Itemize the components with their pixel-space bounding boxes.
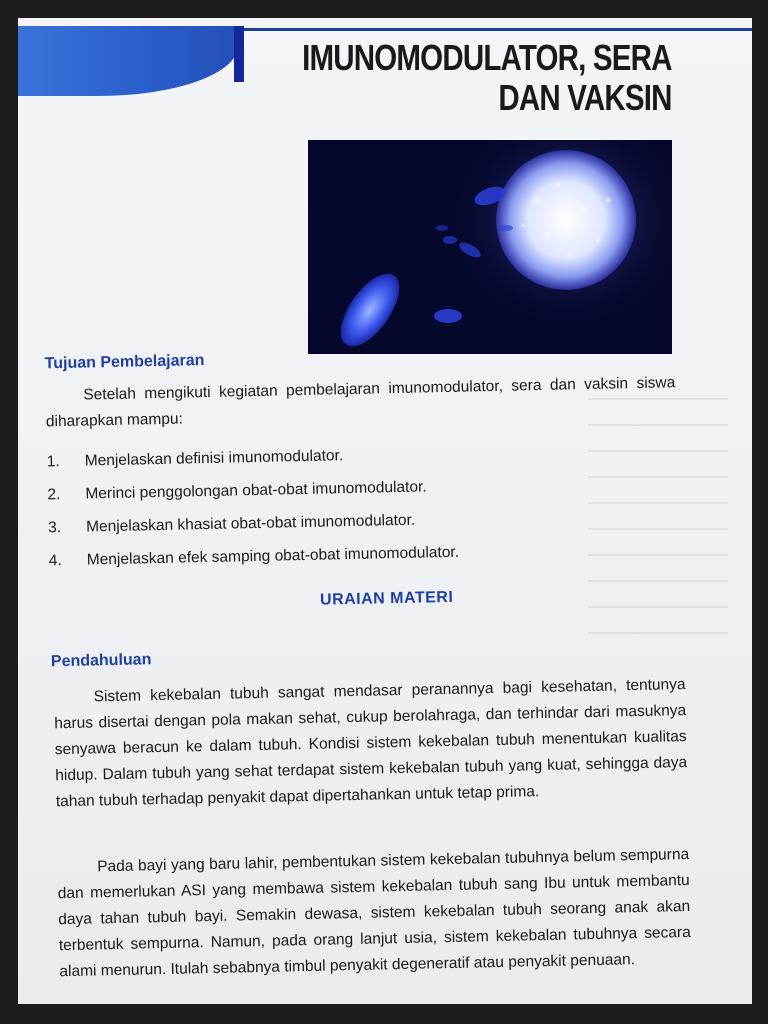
- chapter-title-line1: IMUNOMODULATOR, SERA: [302, 37, 672, 78]
- chapter-title-line2: DAN VAKSIN: [498, 77, 672, 118]
- section-heading: URAIAN MATERI: [319, 588, 454, 609]
- page-content: [18, 18, 752, 1004]
- objectives-list: [46, 434, 609, 578]
- list-item: 1. Menjelaskan definisi imunomodulator.: [46, 447, 344, 471]
- objectives-intro: Setelah mengikuti kegiatan pembelajaran imunomodulator, sera dan vaksin siswa diharapkan mampu:: [45, 374, 676, 431]
- list-item: 4. Menjelaskan efek samping obat-obat imunomodulator.: [48, 543, 460, 570]
- list-item: 2. Merinci penggolongan obat-obat imunomodulator.: [47, 478, 427, 504]
- objectives-heading: Tujuan Pembelajaran: [44, 352, 205, 373]
- paragraph-intro: Sistem kekebalan tubuh sangat mendasar peranannya bagi kesehatan, tentunya harus disertai dengan pola makan sehat, cukup berolahraga, dan terhindar dari masuknya senyawa beracun ke dalam tubuh. Kondisi sistem kekebalan tubuh menentukan kualitas hidup. Dalam tubuh yang sehat terdapat sistem kekebalan tubuh yang kuat, sehingga daya tahan tubuh terhadap penyakit dapat dipertahankan untuk tetap prima.: [54, 676, 688, 811]
- subsection-heading: Pendahuluan: [50, 651, 152, 671]
- document-page: [18, 18, 752, 1004]
- paragraph-infants: Pada bayi yang baru lahir, pembentukan sistem kekebalan tubuhnya belum sempurna dan memerlukan ASI yang membawa sistem kekebalan tubuh sang Ibu untuk membantu daya tahan tubuh bayi. Semakin dewasa, sistem kekebalan tubuh seorang anak akan terbentuk sempurna. Namun, pada orang lanjut usia, sistem kekebalan tubuhnya secara alami menurun. Itulah sebabnya timbul penyakit degeneratif atau penyakit penuaan.: [57, 845, 691, 981]
- list-item: 3. Menjelaskan khasiat obat-obat imunomodulator.: [47, 511, 416, 537]
